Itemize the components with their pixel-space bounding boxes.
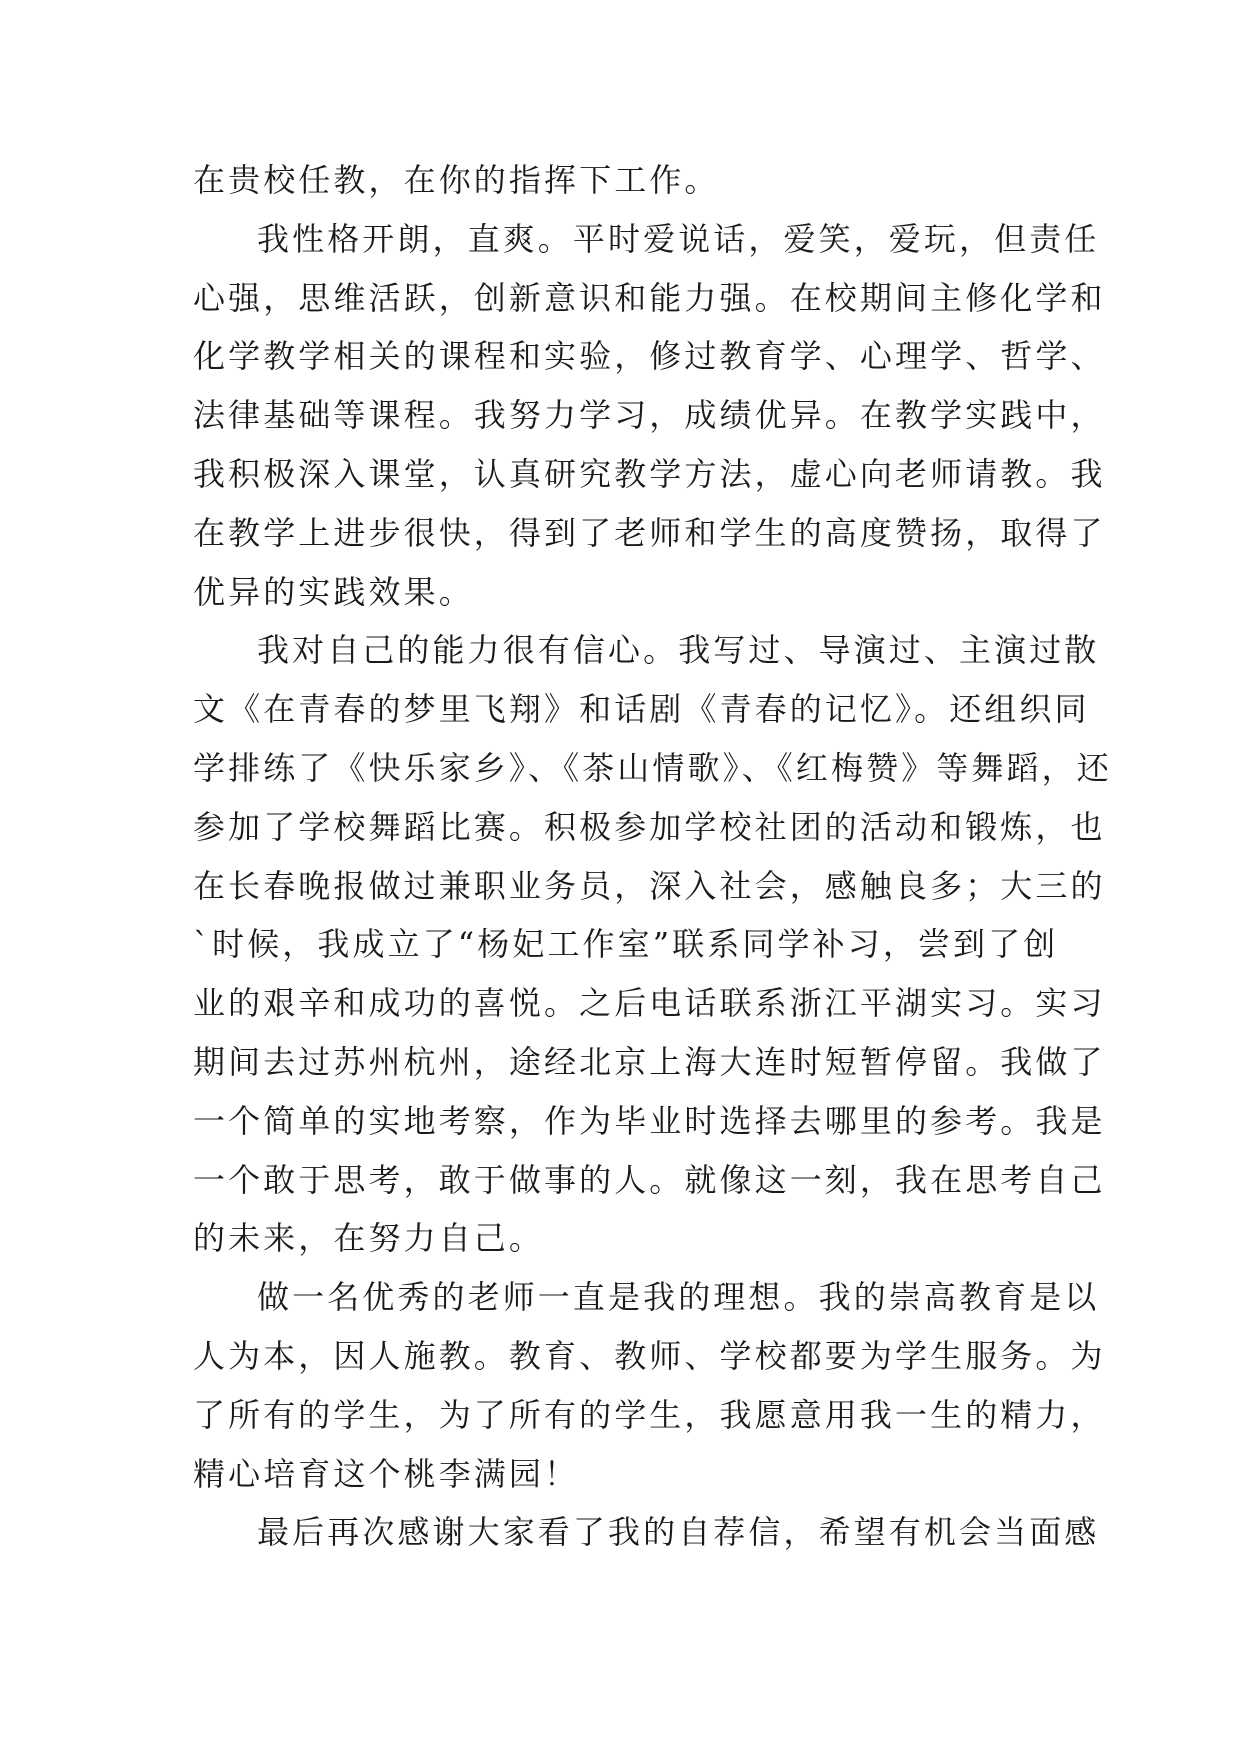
text-line: 了所有的学生，为了所有的学生，我愿意用我一生的精力， (193, 1395, 1106, 1434)
paragraph-first-line: 最后再次感谢大家看了我的自荐信，希望有机会当面感 (257, 1513, 1100, 1552)
text-line: 期间去过苏州杭州，途经北京上海大连时短暂停留。我做了 (193, 1042, 1106, 1081)
text-line: 法律基础等课程。我努力学习，成绩优异。在教学实践中， (193, 396, 1106, 435)
letter-body (193, 151, 1112, 1562)
text-line: 我积极深入课堂，认真研究教学方法，虚心向老师请教。我 (193, 454, 1106, 493)
text-line: 人为本，因人施教。教育、教师、学校都要为学生服务。为 (193, 1336, 1106, 1375)
paragraph-first-line: 我对自己的能力很有信心。我写过、导演过、主演过散 (257, 631, 1100, 670)
text-line: 精心培育这个桃李满园！ (193, 1454, 580, 1493)
text-line: 的未来，在努力自己。 (193, 1219, 545, 1258)
text-line: `时候，我成立了“杨妃工作室”联系同学补习，尝到了创 (193, 925, 1059, 964)
text-line: 一个敢于思考，敢于做事的人。就像这一刻，我在思考自己 (193, 1160, 1106, 1199)
text-line: 一个简单的实地考察，作为毕业时选择去哪里的参考。我是 (193, 1101, 1106, 1140)
text-line: 化学教学相关的课程和实验，修过教育学、心理学、哲学、 (193, 337, 1106, 376)
paragraph-first-line: 我性格开朗，直爽。平时爱说话，爱笑，爱玩，但责任 (257, 219, 1100, 258)
text-line: 参加了学校舞蹈比赛。积极参加学校社团的活动和锻炼，也 (193, 807, 1106, 846)
paragraph-first-line: 做一名优秀的老师一直是我的理想。我的崇高教育是以 (257, 1278, 1100, 1317)
text-line: 在贵校任教，在你的指挥下工作。 (193, 161, 720, 199)
text-line: 在长春晚报做过兼职业务员，深入社会，感触良多；大三的 (193, 866, 1106, 905)
text-line: 在教学上进步很快，得到了老师和学生的高度赞扬，取得了 (193, 513, 1106, 552)
text-line: 心强，思维活跃，创新意识和能力强。在校期间主修化学和 (193, 278, 1106, 317)
text-line: 学排练了《快乐家乡》、《茶山情歌》、《红梅赞》等舞蹈，还 (193, 748, 1112, 787)
text-line: 文《在青春的梦里飞翔》和话剧《青春的记忆》。还组织同 (193, 690, 1090, 729)
text-line: 优异的实践效果。 (193, 572, 474, 611)
text-line: 业的艰辛和成功的喜悦。之后电话联系浙江平湖实习。实习 (193, 984, 1106, 1023)
